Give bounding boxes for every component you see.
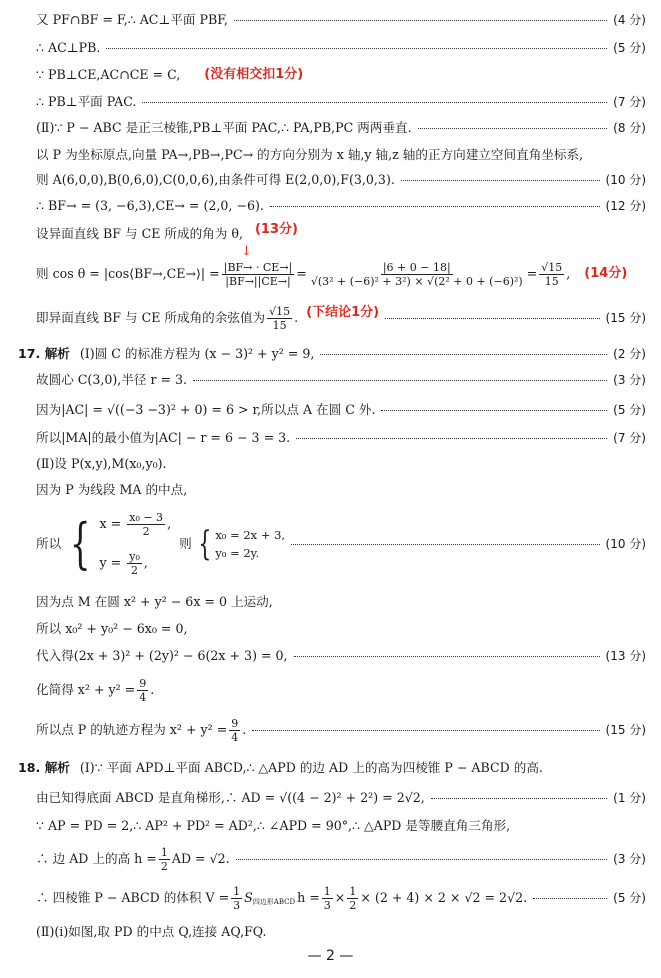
equals-sign: =: [296, 266, 307, 281]
grading-note: (下结论1分): [306, 305, 380, 320]
equals-sign: =: [526, 266, 538, 281]
denominator: 2: [131, 564, 139, 577]
line-text: 以 P 为坐标原点,向量 PA→,PB→,PC→ 的方向分别为 x 轴,y 轴,z 轴的正方向建立空间直角坐标系,: [36, 147, 584, 162]
solution-line: [36, 222, 646, 242]
score-label: (12 分): [605, 199, 646, 213]
score-label: (3 分): [613, 852, 646, 866]
leader-dots: [234, 20, 607, 21]
fraction: [322, 885, 333, 912]
fraction: [231, 885, 242, 912]
solution-line: [36, 94, 646, 110]
numerator: 9: [231, 716, 239, 730]
line-text: (Ⅱ)设 P(x,y),M(x₀,y₀).: [36, 456, 167, 471]
line-text: (Ⅱ)∵ P − ABC 是正三棱锥,PB⊥平面 PAC,∴ PA,PB,PC 两两垂直.: [36, 120, 412, 135]
solution-line: [18, 346, 646, 362]
line-text: 则 cos θ = |cos⟨BF→,CE→⟩| =: [36, 266, 220, 281]
equation-row: x₀ = 2x + 3,: [215, 528, 286, 542]
score-label: (7 分): [613, 431, 646, 445]
left-brace: {: [70, 512, 91, 575]
denominator: 4: [231, 730, 239, 744]
numerator: 1: [160, 845, 168, 859]
solution-line: [36, 845, 646, 873]
leader-dots: [381, 410, 607, 411]
equation-lhs: y =: [99, 555, 122, 570]
fraction: [127, 511, 165, 538]
leader-dots: [236, 859, 608, 860]
numerator: 9: [139, 676, 147, 690]
denominator: |BF→||CE→|: [225, 274, 291, 288]
line-text: 即异面直线 BF 与 CE 所成角的余弦值为: [36, 310, 266, 325]
solution-line: [36, 676, 646, 704]
line-text: (Ⅰ)∵ 平面 APD⊥平面 ABCD,∴ △APD 的边 AD 上的高为四棱锥 P − ABCD 的高.: [79, 760, 543, 775]
line-text: S: [244, 890, 253, 905]
solution-line: [36, 67, 646, 83]
period: .: [150, 682, 155, 697]
score-label: (15 分): [605, 311, 646, 325]
line-text: 故圆心 C(3,0),半径 r = 3.: [36, 372, 188, 387]
subscript: 四边形ABCD: [252, 898, 296, 906]
equation-row: [100, 511, 172, 538]
arrow-down-icon: ↓: [241, 244, 252, 259]
fraction: [309, 261, 525, 288]
cos-formula-line: [36, 256, 646, 292]
numerator: √15: [541, 260, 563, 274]
times-sign: ×: [334, 890, 346, 905]
line-text: 设异面直线 BF 与 CE 所成的角为 θ,: [36, 226, 243, 241]
score-label: (10 分): [605, 537, 646, 551]
line-text: ∴ 四棱锥 P − ABCD 的体积 V =: [36, 890, 230, 905]
fraction: [229, 717, 240, 744]
leader-dots: [296, 438, 607, 439]
solution-line: [36, 482, 646, 498]
denominator: √(3² + (−6)² + 3²) × √(2² + 0 + (−6)²): [310, 274, 523, 288]
score-label: (13 分): [605, 649, 646, 663]
leader-dots: [401, 180, 600, 181]
solution-line: [36, 172, 646, 188]
line-text: ∵ AP = PD = 2,∴ AP² + PD² = AD²,∴ ∠APD = 90°,∴ △APD 是等腰直角三角形,: [36, 818, 511, 833]
line-text: 则 A(6,0,0),B(0,6,0),C(0,0,6),由条件可得 E(2,0,0),F(3,0,3).: [36, 172, 395, 187]
leader-dots: [385, 318, 599, 319]
line-text: 因为点 M 在圆 x² + y² − 6x = 0 上运动,: [36, 594, 273, 609]
period: .: [242, 722, 247, 737]
solution-line: [18, 760, 646, 776]
score-label: (4 分): [613, 13, 646, 27]
solution-line: [36, 304, 646, 332]
score-label: (5 分): [613, 891, 646, 905]
fraction: [159, 846, 170, 873]
leader-dots: [106, 48, 607, 49]
denominator: 15: [272, 318, 287, 332]
solution-line: [36, 648, 646, 664]
equation-stack: [100, 511, 172, 577]
solution-line: [36, 818, 646, 834]
line-text: 代入得(2x + 3)² + (2y)² − 6(2x + 3) = 0,: [36, 648, 288, 663]
line-text: h =: [297, 890, 320, 905]
grading-note: (没有相交扣1分): [204, 67, 304, 82]
leader-dots: [270, 206, 600, 207]
denominator: 4: [139, 690, 147, 704]
solution-line: [36, 40, 646, 56]
line-text: 所以|MA|的最小值为|AC| − r = 6 − 3 = 3.: [36, 430, 291, 445]
problem-label: 17. 解析: [18, 346, 70, 361]
denominator: 2: [142, 525, 150, 538]
leader-dots: [193, 380, 607, 381]
score-label: (2 分): [613, 347, 646, 361]
grading-note: (14分): [584, 266, 628, 281]
score-label: (15 分): [605, 723, 646, 737]
denominator: 2: [349, 898, 357, 912]
page-number: — 2 —: [307, 948, 354, 964]
numerator: √15: [269, 304, 291, 318]
line-text: ∴ PB⊥平面 PAC.: [36, 94, 137, 109]
fraction: [222, 261, 295, 288]
denominator: 3: [323, 898, 331, 912]
denominator: 15: [544, 274, 559, 288]
score-label: (3 分): [613, 373, 646, 387]
numerator: 1: [233, 884, 241, 898]
score-label: (8 分): [613, 121, 646, 135]
solution-line: [36, 402, 646, 418]
line-text: 因为 P 为线段 MA 的中点,: [36, 482, 188, 497]
solution-line: [36, 621, 646, 637]
denominator: 2: [160, 859, 168, 873]
line-text: 则: [179, 536, 192, 551]
line-text: 又 PF∩BF = F,∴ AC⊥平面 PBF,: [36, 12, 228, 27]
score-label: (5 分): [613, 403, 646, 417]
score-label: (10 分): [605, 173, 646, 187]
comma: ,: [167, 516, 172, 531]
numerator: 1: [323, 884, 331, 898]
fraction: [137, 677, 148, 704]
line-text: × (2 + 4) × 2 × √2 = 2√2.: [360, 890, 528, 905]
line-text: 化简得 x² + y² =: [36, 682, 136, 697]
fraction: [127, 550, 142, 577]
line-text: .: [294, 310, 299, 325]
leader-dots: [431, 798, 607, 799]
solution-line: [36, 716, 646, 744]
line-text: 所以点 P 的轨迹方程为 x² + y² =: [36, 722, 228, 737]
line-text: 所以: [36, 536, 62, 551]
solution-line: [36, 12, 646, 28]
system-line: [36, 508, 646, 580]
numerator: y₀: [129, 550, 140, 563]
line-text: ∴ 边 AD 上的高 h =: [36, 851, 157, 866]
leader-dots: [291, 544, 599, 545]
numerator: |BF→ · CE→|: [223, 260, 293, 274]
solution-line: [36, 120, 646, 136]
left-brace: {: [198, 524, 211, 564]
score-label: (7 分): [613, 95, 646, 109]
fraction: [347, 885, 358, 912]
score-label: (5 分): [613, 41, 646, 55]
solution-line: [36, 924, 646, 940]
equation-row: [100, 550, 172, 577]
score-label: (1 分): [613, 791, 646, 805]
line-text: ∴ BF→ = (3, −6,3),CE→ = (2,0, −6).: [36, 198, 264, 213]
problem-label: 18. 解析: [18, 760, 70, 775]
line-text: (Ⅰ)圆 C 的标准方程为 (x − 3)² + y² = 9,: [79, 346, 315, 361]
denominator: 3: [233, 898, 241, 912]
solution-line: [36, 430, 646, 446]
solution-line: [36, 594, 646, 610]
solution-line: [36, 198, 646, 214]
equation-lhs: x =: [99, 516, 122, 531]
line-text: (Ⅱ)(ⅰ)如图,取 PD 的中点 Q,连接 AQ,FQ.: [36, 924, 267, 939]
leader-dots: [252, 730, 599, 731]
grading-note: (13分): [254, 222, 298, 237]
line-text: 由已知得底面 ABCD 是直角梯形,∴ AD = √((4 − 2)² + 2²) = 2√2,: [36, 790, 425, 805]
leader-dots: [142, 102, 607, 103]
equation-stack: [215, 527, 285, 561]
leader-dots: [294, 656, 600, 657]
line-text: ∵ PB⊥CE,AC∩CE = C,: [36, 67, 181, 82]
solution-line: [36, 884, 646, 912]
fraction: [539, 261, 564, 288]
comma: ,: [143, 555, 148, 570]
line-text: 所以 x₀² + y₀² − 6x₀ = 0,: [36, 621, 188, 636]
solution-line: [36, 790, 646, 806]
leader-dots: [418, 128, 608, 129]
solution-line: [36, 147, 646, 163]
line-text: AD = √2.: [171, 851, 230, 866]
numerator: 1: [349, 884, 357, 898]
equation-row: y₀ = 2y.: [215, 546, 260, 560]
numerator: x₀ − 3: [129, 511, 164, 524]
leader-dots: [320, 354, 607, 355]
line-text: 因为|AC| = √((−3 −3)² + 0) = 6 > r,所以点 A 在圆 C 外.: [36, 402, 376, 417]
fraction: [267, 305, 292, 332]
numerator: |6 + 0 − 18|: [382, 260, 451, 274]
solution-line: [36, 456, 646, 472]
comma: ,: [566, 266, 571, 281]
line-text: ∴ AC⊥PB.: [36, 40, 101, 55]
leader-dots: [533, 898, 607, 899]
solution-line: [36, 372, 646, 388]
